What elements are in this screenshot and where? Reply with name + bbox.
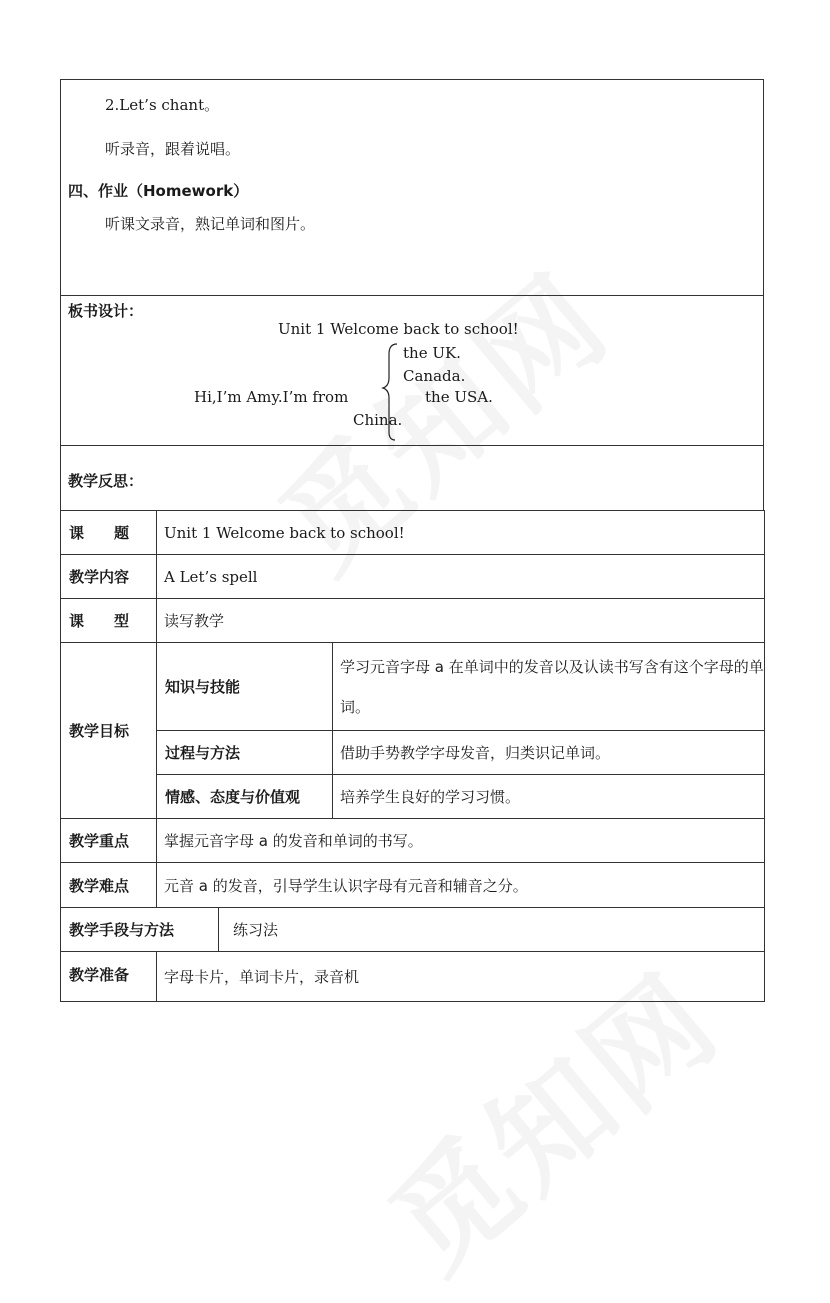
goal-knowledge-label: 知识与技能 [157,643,333,731]
content-label: 教学内容 [61,555,157,599]
homework-text: 听课文录音，熟记单词和图片。 [105,215,316,233]
goal-knowledge-text: 学习元音字母 a 在单词中的发音以及认读书写含有这个字母的单词。 [333,643,765,731]
goal-process-text: 借助手势教学字母发音，归类识记单词。 [333,731,765,775]
board-design-cell [61,296,764,446]
board-sentence: Hi,I’m Amy.I’m from [194,388,349,406]
board-title: Unit 1 Welcome back to school! [278,320,519,338]
key-point-value: 掌握元音字母 a 的发音和单词的书写。 [157,819,765,863]
country-canada: Canada. [403,367,466,385]
country-uk: the UK. [403,344,461,362]
reflection-cell [61,446,764,511]
reflection-label: 教学反思： [68,472,144,490]
chant-step: 2.Let’s chant。 [105,96,220,114]
key-point-label: 教学重点 [61,819,157,863]
method-label: 教学手段与方法 [61,908,219,952]
lesson-info-table [60,510,765,1002]
preparation-value: 字母卡片，单词卡片，录音机 [157,952,765,1002]
chant-description: 听录音，跟着说唱。 [105,140,241,158]
country-usa: the USA. [425,388,493,406]
country-china: China. [353,411,403,429]
difficulty-label: 教学难点 [61,863,157,908]
preparation-label: 教学准备 [61,952,157,1002]
goals-label: 教学目标 [61,643,157,819]
brace-icon [381,342,401,442]
method-value: 练习法 [219,908,765,952]
topic-label: 课 题 [61,511,157,555]
goal-attitude-label: 情感、态度与价值观 [157,775,333,819]
type-value: 读写教学 [157,599,765,643]
activities-table [60,79,764,511]
homework-heading: 四、作业（Homework） [68,182,249,200]
board-design-label: 板书设计： [68,302,144,320]
goal-process-label: 过程与方法 [157,731,333,775]
difficulty-value: 元音 a 的发音，引导学生认识字母有元音和辅音之分。 [157,863,765,908]
type-label: 课 型 [61,599,157,643]
activities-cell [61,80,764,296]
topic-value: Unit 1 Welcome back to school! [157,511,765,555]
lesson-plan-document [60,79,764,1002]
goal-attitude-text: 培养学生良好的学习习惯。 [333,775,765,819]
content-value: A Let’s spell [157,555,765,599]
